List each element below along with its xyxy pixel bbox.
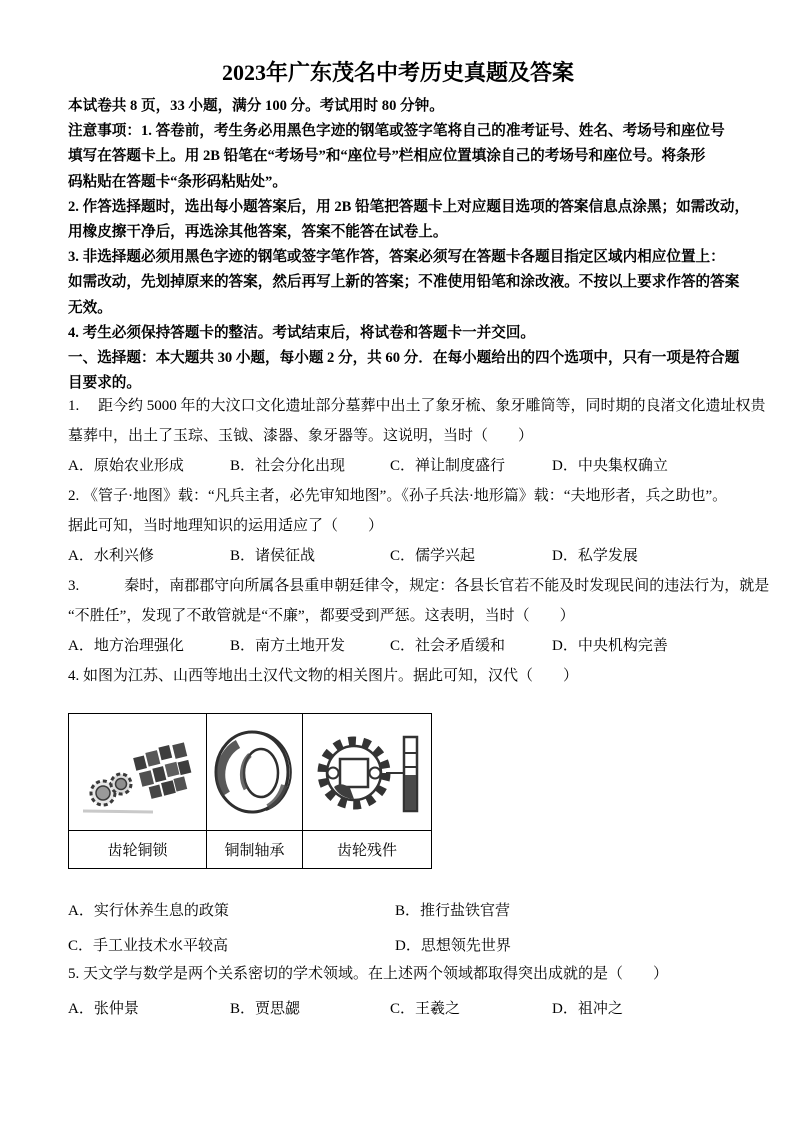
artifact-caption: 齿轮铜锁 xyxy=(69,831,207,869)
option-c: C．社会矛盾缓和 xyxy=(390,638,506,655)
notice-line: 2. 作答选择题时，选出每小题答案后，用 2B 铅笔把答题卡上对应题目选项的答案信息点涂黑；如需改动， xyxy=(68,198,750,215)
bronze-bearing-image xyxy=(208,717,301,827)
option-d: D．中央集权确立 xyxy=(552,458,668,475)
questions-block xyxy=(68,391,770,1027)
section-heading-line: 一、选择题：本大题共 30 小题，每小题 2 分，共 60 分．在每小题给出的四个选项中，只有一项是符合题 xyxy=(68,350,740,367)
artifact-caption: 铜制轴承 xyxy=(207,831,303,869)
notice-line: 注意事项：1. 答卷前，考生务必用黑色字迹的钢笔或签字笔将自己的准考证号、姓名、考场号和座位号 xyxy=(68,123,725,140)
option-c: C．王羲之 xyxy=(390,1001,461,1018)
option-b: B．诸侯征战 xyxy=(230,548,316,565)
question-3-options xyxy=(68,631,728,661)
notice-line: 4. 考生必须保持答题卡的整洁。考试结束后，将试卷和答题卡一并交回。 xyxy=(68,324,536,341)
artifact-cell-gear-bronze-lock xyxy=(69,714,207,831)
question-3-line: “不胜任”，发现了不敢管就是“不廉”，都要受到严惩。这表明，当时（ ） xyxy=(68,608,575,625)
notice-line: 用橡皮擦干净后，再选涂其他答案，答案不能答在试卷上。 xyxy=(68,224,448,241)
option-b: B．南方土地开发 xyxy=(230,638,346,655)
option-d: D．私学发展 xyxy=(552,548,638,565)
option-a: A．地方治理强化 xyxy=(68,638,184,655)
artifact-image-row xyxy=(69,714,432,831)
option-b: B．社会分化出现 xyxy=(230,458,346,475)
artifact-cell-bronze-bearing xyxy=(207,714,303,831)
option-b: B．推行盐铁官营 xyxy=(395,903,511,920)
meta-line: 本试卷共 8 页，33 小题，满分 100 分。考试用时 80 分钟。 xyxy=(68,98,444,114)
page-content xyxy=(68,0,770,1027)
option-c: C．禅让制度盛行 xyxy=(390,458,506,475)
artifact-caption: 齿轮残件 xyxy=(303,831,432,869)
question-2-line: 2. 《管子·地图》载：“凡兵主者，必先审知地图”。《孙子兵法·地形篇》载：“夫地形者，兵之助也”。 xyxy=(68,488,728,505)
notice-line: 3. 非选择题必须用黑色字迹的钢笔或签字笔作答，答案必须写在答题卡各题目指定区域内相应位置上： xyxy=(68,249,725,266)
question-1-options xyxy=(68,451,728,481)
exam-notice-block xyxy=(68,94,750,396)
option-a: A．原始农业形成 xyxy=(68,458,184,475)
option-a: A．实行休养生息的政策 xyxy=(68,903,229,920)
section-heading-line: 目要求的。 xyxy=(68,375,141,392)
question-1-line: 墓葬中，出土了玉琮、玉钺、漆器、象牙器等。这说明，当时（ ） xyxy=(68,428,534,445)
option-a: A．水利兴修 xyxy=(68,548,154,565)
option-a: A．张仲景 xyxy=(68,1001,139,1018)
notice-line: 如需改动，先划掉原来的答案，然后再写上新的答案；不准使用铅笔和涂改液。不按以上要求作答的答案 xyxy=(68,274,740,291)
artifact-caption-row xyxy=(69,831,432,869)
option-d: D．中央机构完善 xyxy=(552,638,668,655)
option-d: D．思想领先世界 xyxy=(395,938,511,955)
question-4-options-row-1 xyxy=(68,894,728,929)
artifact-table xyxy=(68,713,432,869)
question-2-line: 据此可知，当时地理知识的运用适应了（ ） xyxy=(68,518,384,535)
artifact-cell-gear-fragment xyxy=(303,714,432,831)
question-5-line: 5. 天文学与数学是两个关系密切的学术领域。在上述两个领域都取得突出成就的是（ ） xyxy=(68,966,669,983)
question-3-line: 3. 秦时，南郡郡守向所属各县重申朝廷律令，规定：各县长官若不能及时发现民间的违法行为，就是 xyxy=(68,578,770,595)
gear-fragment-image xyxy=(304,717,430,827)
notice-line: 码粘贴在答题卡“条形码粘贴处”。 xyxy=(68,173,287,190)
option-d: D．祖冲之 xyxy=(552,1001,623,1018)
exam-title: 2023年广东茂名中考历史真题及答案 xyxy=(221,60,574,85)
question-2-options xyxy=(68,541,728,571)
question-4-line: 4. 如图为江苏、山西等地出土汉代文物的相关图片。据此可知，汉代（ ） xyxy=(68,668,579,685)
option-c: C．儒学兴起 xyxy=(390,548,476,565)
option-b: B．贾思勰 xyxy=(230,1001,301,1018)
notice-line: 填写在答题卡上。用 2B 铅笔在“考场号”和“座位号”栏相应位置填涂自己的考场号和座位号。将条形 xyxy=(68,148,706,165)
gear-bronze-lock-image xyxy=(73,717,203,827)
notice-line: 无效。 xyxy=(68,299,112,316)
question-1-line: 1. 距今约 5000 年的大汶口文化遗址部分墓葬中出土了象牙梳、象牙雕筒等，同时期的良渚文化遗址权贵 xyxy=(68,398,766,415)
question-5-options xyxy=(68,992,728,1027)
option-c: C．手工业技术水平较高 xyxy=(68,938,229,955)
